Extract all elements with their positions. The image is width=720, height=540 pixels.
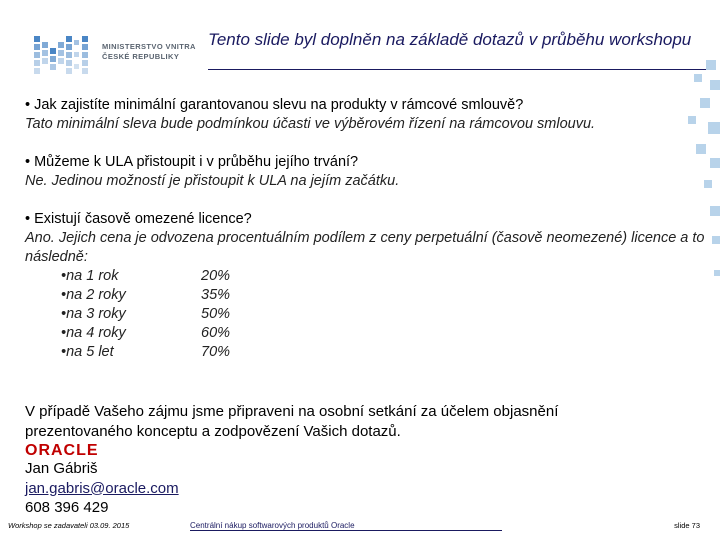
ministry-logo-text: MINISTERSTVO VNITRA ČESKÉ REPUBLIKY	[102, 42, 196, 61]
footer-project-link[interactable]: Centrální nákup softwarových produktů Oracle	[190, 521, 355, 530]
title-underline	[208, 69, 712, 70]
contact-person	[25, 459, 179, 518]
answer-1: Tato minimální sleva bude podmínkou účasti ve výběrovém řízení na rámcovou smlouvu.	[25, 116, 596, 132]
slide-title: Tento slide byl doplněn na základě dotazů v průběhu workshopu	[208, 30, 692, 49]
contact-text: V případě Vašeho zájmu jsme připraveni na osobní setkání za účelem objasnění prezentovaného konceptu a zodpovězení Vašich dotazů.	[25, 403, 559, 440]
answer-3: Ano. Jejich cena je odvozena procentuálním podílem z ceny perpetuální (časově neomezené) licence a to následně:	[25, 230, 705, 265]
licence-row: •na 2 roky 35%	[61, 287, 231, 303]
slide-number: slide 73	[674, 521, 700, 530]
licence-row: •na 4 roky 60%	[61, 325, 231, 341]
footer-link-underline	[190, 530, 502, 531]
footer-event: Workshop se zadavateli 03.09. 2015	[8, 521, 130, 530]
contact-email-link[interactable]: jan.gabris@oracle.com	[25, 479, 179, 497]
qa-content	[25, 96, 705, 362]
svg-text:ORACLE: ORACLE	[25, 442, 99, 457]
contact-phone: 608 396 429	[25, 499, 109, 516]
oracle-logo	[25, 441, 115, 457]
contact-name: Jan Gábriš	[25, 460, 98, 477]
question-1: • Jak zajistíte minimální garantovanou slevu na produkty v rámcové smlouvě?	[25, 97, 524, 113]
licence-row: •na 3 roky 50%	[61, 306, 231, 322]
question-2: • Můžeme k ULA přistoupit i v průběhu jejího trvání?	[25, 154, 359, 170]
licence-row: •na 5 let 70%	[61, 344, 231, 360]
question-3: • Existují časově omezené licence?	[25, 211, 252, 227]
licence-row: •na 1 rok 20%	[61, 268, 231, 284]
answer-2: Ne. Jedinou možností je přistoupit k ULA na jejím začátku.	[25, 173, 400, 189]
